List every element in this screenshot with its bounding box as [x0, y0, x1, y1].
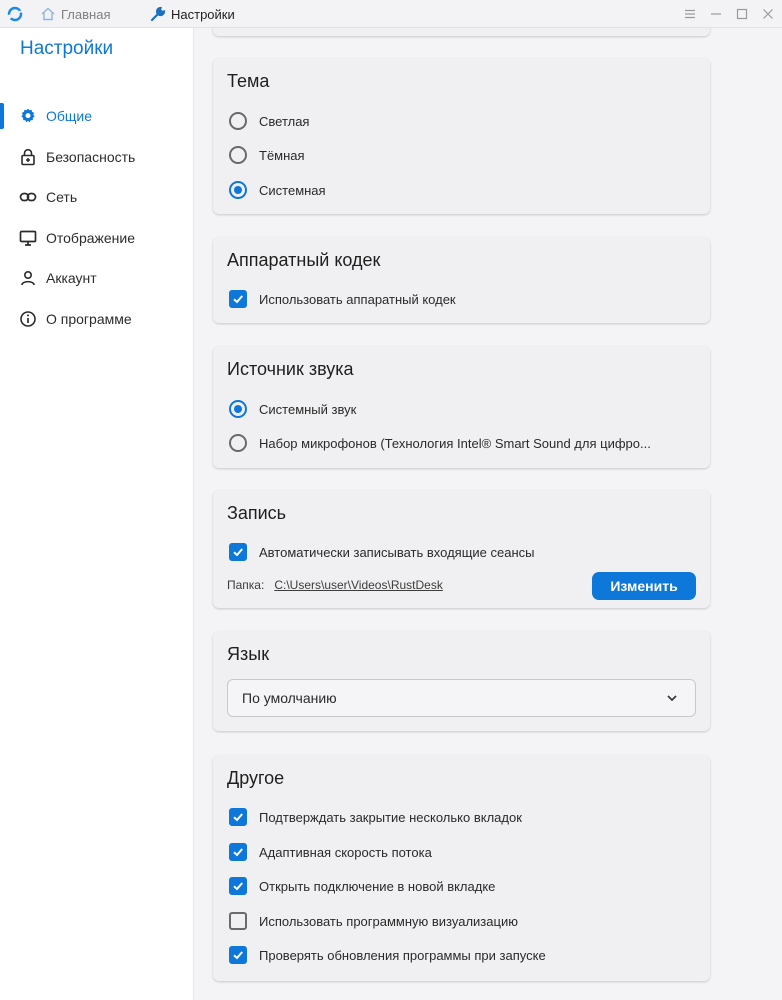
close-icon[interactable] [758, 4, 778, 24]
sidebar-item-label: Безопасность [46, 149, 136, 165]
info-icon [19, 310, 37, 328]
minimize-icon[interactable] [706, 4, 726, 24]
wrench-icon [150, 6, 166, 22]
record-card [213, 490, 710, 608]
other-option-check-updates[interactable] [229, 944, 546, 966]
option-label: Системный звук [259, 401, 357, 417]
folder-label: Папка: [227, 578, 265, 592]
theme-title: Тема [227, 71, 270, 91]
theme-option-dark[interactable] [229, 144, 305, 166]
checkbox[interactable] [229, 543, 247, 561]
sidebar-item-label: Общие [46, 108, 93, 124]
home-icon [40, 6, 56, 22]
other-option-adaptive-bitrate[interactable] [229, 841, 432, 863]
tab-settings[interactable] [150, 0, 235, 28]
sidebar-item-label: Отображение [46, 230, 136, 246]
folder-path-link[interactable]: C:\Users\user\Videos\RustDesk [274, 578, 443, 592]
option-label: Светлая [259, 113, 310, 129]
theme-card [213, 58, 710, 214]
checkbox[interactable] [229, 877, 247, 895]
option-label: Системная [259, 182, 326, 198]
option-label: Использовать аппаратный кодек [259, 291, 456, 307]
tab-home[interactable] [40, 0, 110, 28]
checkbox[interactable] [229, 946, 247, 964]
tab-settings-label: Настройки [171, 6, 235, 22]
other-option-software-render[interactable] [229, 910, 518, 932]
audio-option-microphone[interactable] [229, 432, 651, 454]
record-title: Запись [227, 503, 287, 523]
codec-title: Аппаратный кодек [227, 250, 381, 270]
checkbox[interactable] [229, 843, 247, 861]
theme-option-system[interactable] [229, 179, 326, 201]
radio-button[interactable] [229, 181, 247, 199]
partial-card [213, 28, 710, 36]
lock-icon [19, 148, 37, 166]
audio-card [213, 346, 710, 468]
radio-button[interactable] [229, 112, 247, 130]
language-select[interactable] [227, 679, 696, 717]
other-title: Другое [227, 768, 285, 788]
language-card [213, 631, 710, 731]
option-label: Открыть подключение в новой вкладке [259, 878, 496, 894]
option-label: Адаптивная скорость потока [259, 844, 432, 860]
settings-content[interactable] [194, 28, 782, 1000]
codec-option[interactable] [229, 288, 456, 310]
change-folder-button[interactable]: Изменить [592, 572, 696, 600]
sidebar-item-general[interactable] [0, 99, 193, 133]
sidebar-item-label: Аккаунт [46, 270, 97, 286]
option-label: Подтверждать закрытие несколько вкладок [259, 809, 522, 825]
option-label: Набор микрофонов (Технология Intel® Smart Sound для цифро... [259, 435, 651, 451]
checkbox[interactable] [229, 290, 247, 308]
sidebar-title: Настройки [20, 38, 114, 59]
theme-option-light[interactable] [229, 110, 309, 132]
option-label: Проверять обновления программы при запуске [259, 947, 546, 963]
checkbox[interactable] [229, 912, 247, 930]
option-label: Тёмная [259, 147, 305, 163]
sidebar-item-label: О программе [46, 311, 132, 327]
other-option-confirm-close[interactable] [229, 806, 522, 828]
chevron-down-icon [665, 691, 679, 705]
auto-record-option[interactable] [229, 541, 534, 563]
sidebar-item-network[interactable] [0, 180, 193, 214]
app-logo-icon [7, 6, 23, 22]
title-bar [0, 0, 782, 28]
other-option-new-tab[interactable] [229, 875, 495, 897]
folder-row [227, 578, 443, 592]
sidebar [0, 28, 194, 1000]
link-icon [19, 188, 37, 206]
sidebar-item-label: Сеть [46, 189, 78, 205]
tab-home-label: Главная [61, 6, 111, 22]
user-icon [19, 269, 37, 287]
monitor-icon [19, 229, 37, 247]
sidebar-item-account[interactable] [0, 261, 193, 295]
radio-button[interactable] [229, 400, 247, 418]
audio-title: Источник звука [227, 359, 354, 379]
option-label: Использовать программную визуализацию [259, 913, 518, 929]
checkbox[interactable] [229, 808, 247, 826]
sidebar-item-about[interactable] [0, 302, 193, 336]
maximize-icon[interactable] [732, 4, 752, 24]
gear-icon [19, 107, 37, 125]
other-card [213, 755, 710, 981]
audio-option-system[interactable] [229, 398, 356, 420]
language-title: Язык [227, 644, 270, 664]
sidebar-item-security[interactable] [0, 140, 193, 174]
radio-button[interactable] [229, 146, 247, 164]
sidebar-item-display[interactable] [0, 221, 193, 255]
codec-card [213, 237, 710, 323]
option-label: Автоматически записывать входящие сеансы [259, 544, 535, 560]
language-selected-value: По умолчанию [242, 690, 337, 706]
menu-icon[interactable] [680, 4, 700, 24]
radio-button[interactable] [229, 434, 247, 452]
